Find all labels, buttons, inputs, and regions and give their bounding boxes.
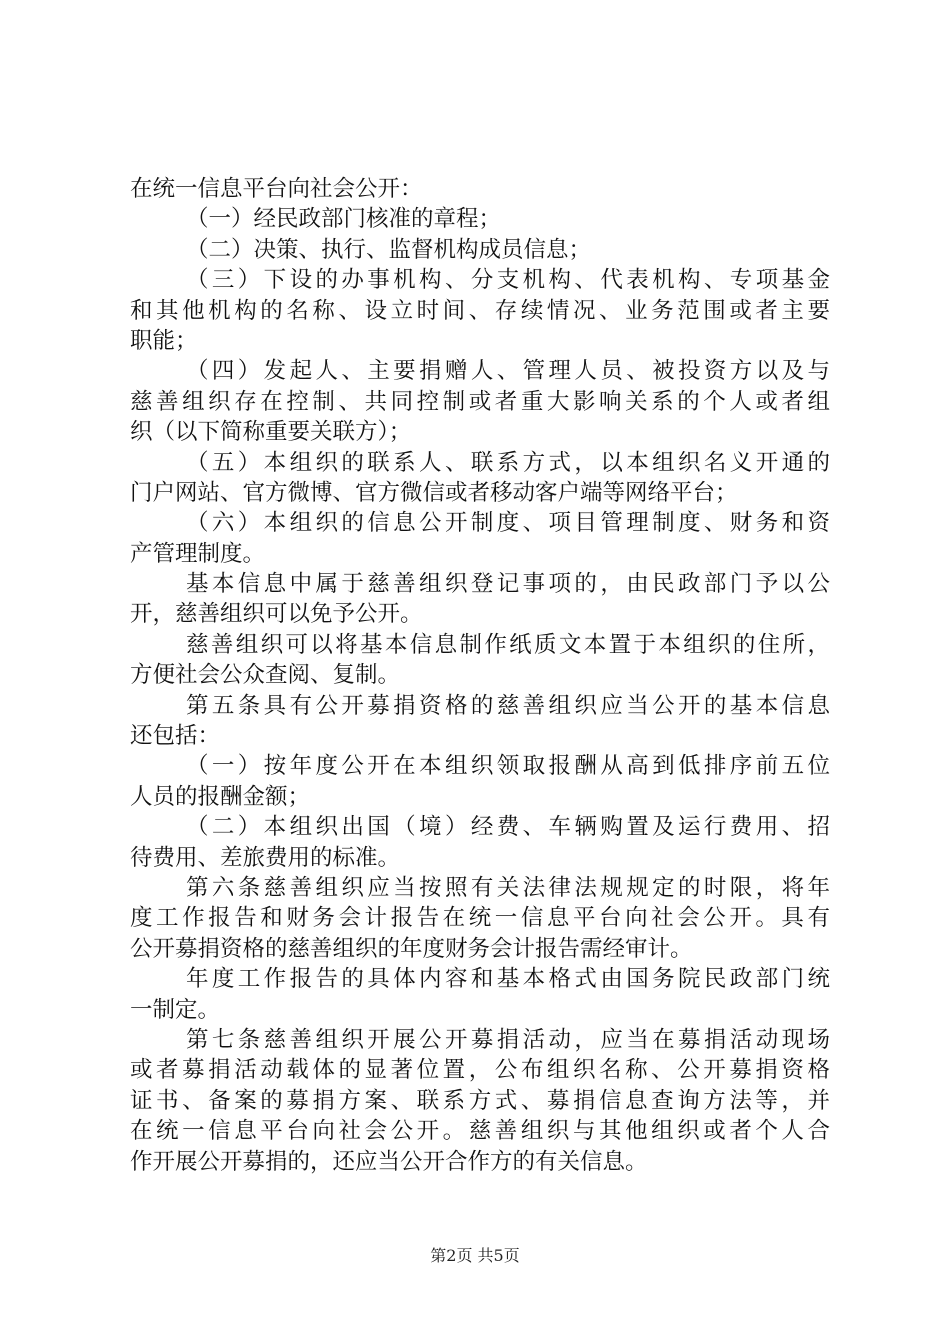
text-line: 待费用、差旅费用的标准。 [130,844,401,871]
text-line: 度工作报告和财务会计报告在统一信息平台向社会公开。具有 [130,905,830,932]
text-line: 产管理制度。 [130,540,266,567]
text-line: 在统一信息平台向社会公开。慈善组织与其他组织或者个人合 [130,1118,830,1145]
text-line: 第六条慈善组织应当按照有关法律法规规定的时限，将年 [186,874,830,901]
text-line: 年度工作报告的具体内容和基本格式由国务院民政部门统 [186,966,830,993]
text-line: 人员的报酬金额； [130,783,311,810]
text-line: 公开募捐资格的慈善组织的年度财务会计报告需经审计。 [130,935,693,962]
text-line: （四）发起人、主要捐赠人、管理人员、被投资方以及与 [186,358,830,385]
text-line: （三）下设的办事机构、分支机构、代表机构、专项基金 [186,267,830,294]
text-line: （一）经民政部门核准的章程； [186,206,502,233]
text-line: 证书、备案的募捐方案、联系方式、募捐信息查询方法等，并 [130,1087,830,1114]
text-line: 开，慈善组织可以免予公开。 [130,601,423,628]
page-number: 第2页 共5页 [430,1246,520,1265]
text-line: 慈善组织可以将基本信息制作纸质文本置于本组织的住所， [186,631,830,658]
text-line: （一）按年度公开在本组织领取报酬从高到低排序前五位 [186,753,830,780]
page-footer [0,1243,950,1266]
text-line: （二）本组织出国（境）经费、车辆购置及运行费用、招 [186,814,830,841]
text-line: 门户网站、官方微博、官方微信或者移动客户端等网络平台； [130,479,738,506]
text-line: 第五条具有公开募捐资格的慈善组织应当公开的基本信息 [186,692,830,719]
text-line: 作开展公开募捐的，还应当公开合作方的有关信息。 [130,1148,648,1175]
text-line: 或者募捐活动载体的显著位置，公布组织名称、公开募捐资格 [130,1057,830,1084]
text-line: 方便社会公众查阅、复制。 [130,662,401,689]
text-line: （二）决策、执行、监督机构成员信息； [186,236,592,263]
document-body [130,174,830,1177]
text-line: 还包括： [130,723,221,750]
text-line: （五）本组织的联系人、联系方式，以本组织名义开通的 [186,449,830,476]
text-line: 一制定。 [130,996,221,1023]
text-line: 基本信息中属于慈善组织登记事项的，由民政部门予以公 [186,571,830,598]
text-line: 职能； [130,327,198,354]
text-line: 第七条慈善组织开展公开募捐活动，应当在募捐活动现场 [186,1026,830,1053]
text-line: 织（以下简称重要关联方）； [130,419,412,446]
text-line: 慈善组织存在控制、共同控制或者重大影响关系的个人或者组 [130,388,830,415]
text-line: 和其他机构的名称、设立时间、存续情况、业务范围或者主要 [130,297,830,324]
text-line: （六）本组织的信息公开制度、项目管理制度、财务和资 [186,510,830,537]
text-line: 在统一信息平台向社会公开： [130,176,423,202]
